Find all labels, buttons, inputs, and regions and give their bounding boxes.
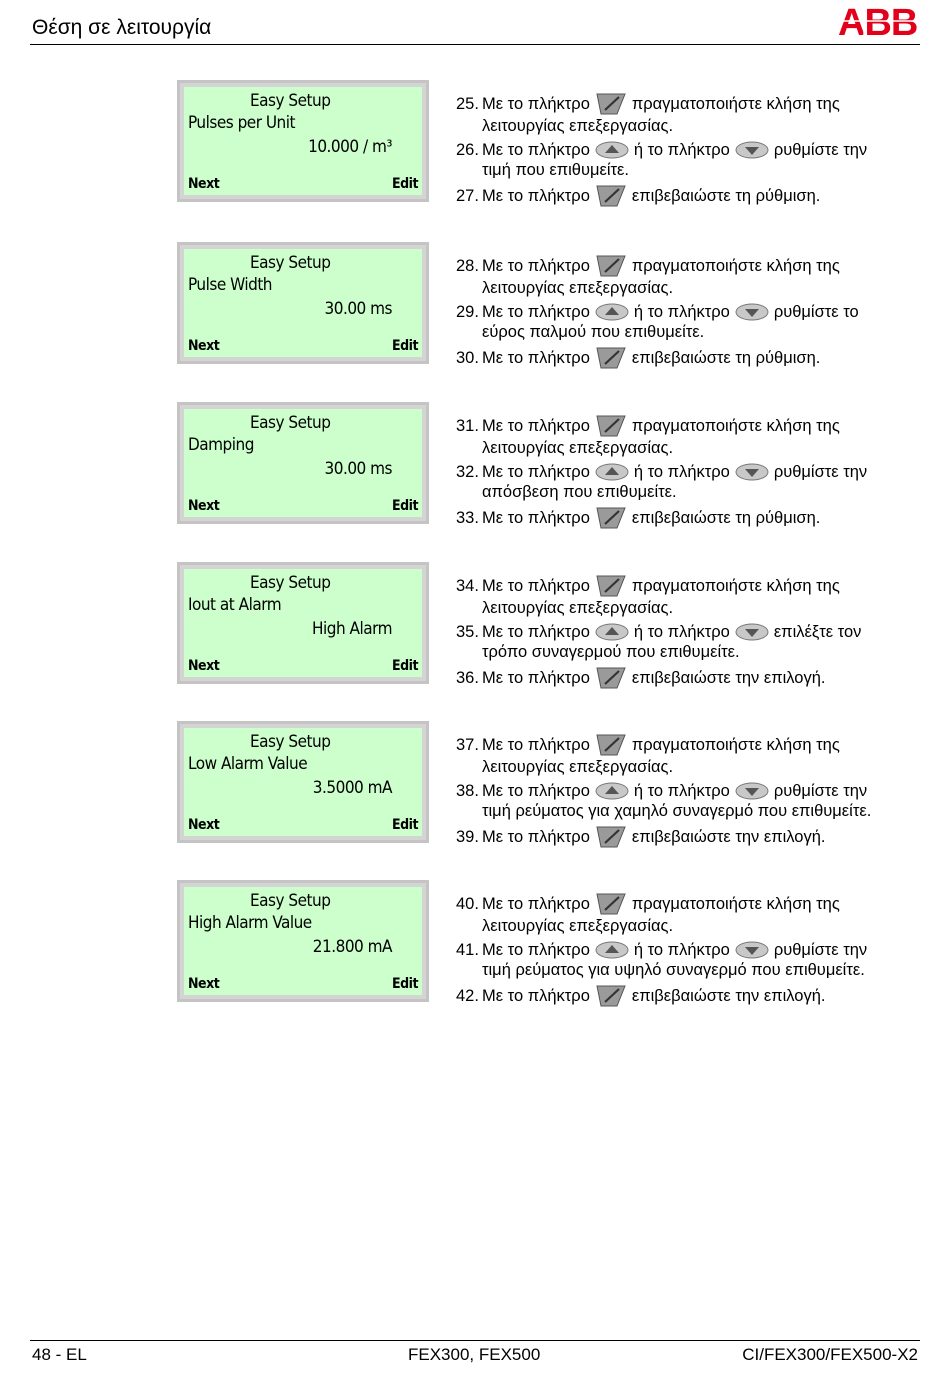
footer-doc-id: CI/FEX300/FEX500-X2 xyxy=(742,1345,918,1364)
step-text: ρυθμίστε την xyxy=(773,463,868,481)
down-arrow-key-icon xyxy=(735,941,769,959)
lcd-param: Low Alarm Value xyxy=(188,754,308,774)
step-item xyxy=(456,892,926,936)
up-arrow-key-icon xyxy=(595,303,629,321)
up-arrow-key-icon xyxy=(595,141,629,159)
step-line xyxy=(456,666,926,690)
step-text: πραγματοποιήστε κλήση της xyxy=(631,95,840,113)
step-text: Με το πλήκτρο xyxy=(482,95,590,113)
step-number: 33. xyxy=(456,509,479,527)
lcd-display xyxy=(177,721,429,843)
step-text: Με το πλήκτρο xyxy=(482,417,590,435)
lcd-display xyxy=(177,242,429,364)
lcd-softkey-edit: Edit xyxy=(392,817,418,833)
instruction-steps xyxy=(456,574,926,694)
step-text: ή το πλήκτρο xyxy=(633,303,730,321)
step-text: Με το πλήκτρο xyxy=(482,669,590,687)
step-text: Με το πλήκτρο xyxy=(482,141,590,159)
enter-key-icon xyxy=(595,733,627,757)
step-line xyxy=(456,462,926,482)
step-text: Με το πλήκτρο xyxy=(482,257,590,275)
step-item xyxy=(456,984,926,1008)
setup-section xyxy=(0,721,950,851)
step-continuation: τιμή ρεύματος για υψηλό συναγερμό που επιθυμείτε. xyxy=(482,961,865,979)
lcd-display xyxy=(177,880,429,1002)
step-text: επιβεβαιώστε τη ρύθμιση. xyxy=(631,349,821,367)
step-continuation: τιμή που επιθυμείτε. xyxy=(482,161,629,179)
step-text: Με το πλήκτρο xyxy=(482,187,590,205)
instruction-steps xyxy=(456,92,926,212)
step-text: ή το πλήκτρο xyxy=(633,941,730,959)
step-item xyxy=(456,140,926,180)
step-line xyxy=(456,506,926,530)
lcd-value: 10.000 / m³ xyxy=(308,137,392,157)
step-continuation: εύρος παλμού που επιθυμείτε. xyxy=(482,323,705,341)
abb-logo xyxy=(836,2,920,40)
step-line xyxy=(456,733,926,757)
lcd-softkey-edit: Edit xyxy=(392,176,418,192)
step-continuation: λειτουργίας επεξεργασίας. xyxy=(482,758,674,776)
step-item xyxy=(456,414,926,458)
step-number: 38. xyxy=(456,782,479,800)
enter-key-icon xyxy=(595,92,627,116)
step-continuation: λειτουργίας επεξεργασίας. xyxy=(482,279,674,297)
step-line xyxy=(456,781,926,801)
step-item xyxy=(456,302,926,342)
step-number: 36. xyxy=(456,669,479,687)
step-item xyxy=(456,254,926,298)
lcd-screen xyxy=(184,569,422,677)
down-arrow-key-icon xyxy=(735,782,769,800)
setup-section xyxy=(0,402,950,532)
lcd-softkey-edit: Edit xyxy=(392,976,418,992)
lcd-title: Easy Setup xyxy=(250,573,331,593)
step-text: επιβεβαιώστε τη ρύθμιση. xyxy=(631,509,821,527)
step-number: 40. xyxy=(456,895,479,913)
step-text: ρυθμίστε την xyxy=(773,782,868,800)
page-title: Θέση σε λειτουργία xyxy=(32,16,212,39)
footer-product: FEX300, FEX500 xyxy=(408,1345,541,1364)
enter-key-icon xyxy=(595,984,627,1008)
step-item xyxy=(456,574,926,618)
lcd-value: 21.800 mA xyxy=(312,937,392,957)
up-arrow-key-icon xyxy=(595,782,629,800)
step-number: 27. xyxy=(456,187,479,205)
instruction-steps xyxy=(456,892,926,1012)
step-number: 31. xyxy=(456,417,479,435)
enter-key-icon xyxy=(595,254,627,278)
step-text: Με το πλήκτρο xyxy=(482,463,590,481)
step-continuation: λειτουργίας επεξεργασίας. xyxy=(482,117,674,135)
step-text: ρυθμίστε το xyxy=(773,303,859,321)
lcd-param: Iout at Alarm xyxy=(188,595,282,615)
lcd-display xyxy=(177,402,429,524)
step-line xyxy=(456,184,926,208)
lcd-title: Easy Setup xyxy=(250,413,331,433)
step-item xyxy=(456,622,926,662)
step-item xyxy=(456,940,926,980)
lcd-softkey-next: Next xyxy=(188,338,220,354)
step-number: 34. xyxy=(456,577,479,595)
lcd-screen xyxy=(184,87,422,195)
up-arrow-key-icon xyxy=(595,941,629,959)
step-text: Με το πλήκτρο xyxy=(482,623,590,641)
step-continuation: λειτουργίας επεξεργασίας. xyxy=(482,439,674,457)
setup-section xyxy=(0,562,950,692)
step-text: πραγματοποιήστε κλήση της xyxy=(631,736,840,754)
down-arrow-key-icon xyxy=(735,623,769,641)
lcd-value: 3.5000 mA xyxy=(312,778,392,798)
step-continuation: λειτουργίας επεξεργασίας. xyxy=(482,599,674,617)
step-number: 29. xyxy=(456,303,479,321)
lcd-title: Easy Setup xyxy=(250,91,331,111)
step-text: επιβεβαιώστε την επιλογή. xyxy=(631,828,826,846)
step-line xyxy=(456,825,926,849)
up-arrow-key-icon xyxy=(595,623,629,641)
step-line xyxy=(456,346,926,370)
lcd-screen xyxy=(184,249,422,357)
step-line xyxy=(456,622,926,642)
step-number: 41. xyxy=(456,941,479,959)
lcd-softkey-next: Next xyxy=(188,498,220,514)
lcd-softkey-next: Next xyxy=(188,658,220,674)
instruction-steps xyxy=(456,254,926,374)
step-number: 28. xyxy=(456,257,479,275)
footer-page-number: 48 - EL xyxy=(32,1345,87,1364)
enter-key-icon xyxy=(595,825,627,849)
step-text: ή το πλήκτρο xyxy=(633,141,730,159)
step-number: 32. xyxy=(456,463,479,481)
lcd-title: Easy Setup xyxy=(250,732,331,752)
step-number: 30. xyxy=(456,349,479,367)
step-text: πραγματοποιήστε κλήση της xyxy=(631,257,840,275)
down-arrow-key-icon xyxy=(735,463,769,481)
lcd-softkey-next: Next xyxy=(188,176,220,192)
step-text: επιβεβαιώστε την επιλογή. xyxy=(631,987,826,1005)
step-line xyxy=(456,302,926,322)
step-line xyxy=(456,92,926,116)
enter-key-icon xyxy=(595,184,627,208)
step-text: Με το πλήκτρο xyxy=(482,509,590,527)
step-text: επιλέξτε τον xyxy=(773,623,862,641)
lcd-screen xyxy=(184,409,422,517)
step-text: Με το πλήκτρο xyxy=(482,577,590,595)
step-item xyxy=(456,506,926,530)
instruction-steps xyxy=(456,414,926,534)
step-item xyxy=(456,825,926,849)
step-item xyxy=(456,666,926,690)
step-text: επιβεβαιώστε την επιλογή. xyxy=(631,669,826,687)
lcd-param: Damping xyxy=(188,435,254,455)
lcd-softkey-edit: Edit xyxy=(392,338,418,354)
step-text: Με το πλήκτρο xyxy=(482,303,590,321)
step-line xyxy=(456,414,926,438)
instruction-steps xyxy=(456,733,926,853)
step-text: επιβεβαιώστε τη ρύθμιση. xyxy=(631,187,821,205)
setup-section xyxy=(0,242,950,372)
step-text: Με το πλήκτρο xyxy=(482,828,590,846)
enter-key-icon xyxy=(595,574,627,598)
step-item xyxy=(456,346,926,370)
lcd-softkey-next: Next xyxy=(188,817,220,833)
step-number: 42. xyxy=(456,987,479,1005)
lcd-title: Easy Setup xyxy=(250,253,331,273)
down-arrow-key-icon xyxy=(735,303,769,321)
step-continuation: τιμή ρεύματος για χαμηλό συναγερμό που επιθυμείτε. xyxy=(482,802,872,820)
step-line xyxy=(456,140,926,160)
setup-section xyxy=(0,880,950,1010)
lcd-value: 30.00 ms xyxy=(324,459,392,479)
enter-key-icon xyxy=(595,414,627,438)
step-text: πραγματοποιήστε κλήση της xyxy=(631,417,840,435)
step-number: 37. xyxy=(456,736,479,754)
header-rule xyxy=(30,44,920,45)
enter-key-icon xyxy=(595,506,627,530)
lcd-softkey-edit: Edit xyxy=(392,498,418,514)
lcd-value: High Alarm xyxy=(312,619,392,639)
step-text: ή το πλήκτρο xyxy=(633,623,730,641)
step-text: ή το πλήκτρο xyxy=(633,463,730,481)
step-line xyxy=(456,574,926,598)
lcd-param: Pulses per Unit xyxy=(188,113,295,133)
svg-text:ABB: ABB xyxy=(838,2,918,40)
lcd-display xyxy=(177,80,429,202)
step-item xyxy=(456,781,926,821)
step-text: Με το πλήκτρο xyxy=(482,987,590,1005)
step-number: 25. xyxy=(456,95,479,113)
step-item xyxy=(456,462,926,502)
step-line xyxy=(456,254,926,278)
step-text: Με το πλήκτρο xyxy=(482,349,590,367)
step-number: 35. xyxy=(456,623,479,641)
step-number: 26. xyxy=(456,141,479,159)
step-line xyxy=(456,984,926,1008)
step-text: Με το πλήκτρο xyxy=(482,941,590,959)
step-continuation: λειτουργίας επεξεργασίας. xyxy=(482,917,674,935)
step-text: ή το πλήκτρο xyxy=(633,782,730,800)
step-text: Με το πλήκτρο xyxy=(482,782,590,800)
step-number: 39. xyxy=(456,828,479,846)
lcd-display xyxy=(177,562,429,684)
step-item xyxy=(456,92,926,136)
lcd-title: Easy Setup xyxy=(250,891,331,911)
step-text: πραγματοποιήστε κλήση της xyxy=(631,577,840,595)
lcd-param: Pulse Width xyxy=(188,275,273,295)
step-continuation: απόσβεση που επιθυμείτε. xyxy=(482,483,677,501)
up-arrow-key-icon xyxy=(595,463,629,481)
lcd-screen xyxy=(184,887,422,995)
step-text: Με το πλήκτρο xyxy=(482,895,590,913)
step-text: ρυθμίστε την xyxy=(773,941,868,959)
footer-rule xyxy=(30,1340,920,1341)
down-arrow-key-icon xyxy=(735,141,769,159)
lcd-screen xyxy=(184,728,422,836)
enter-key-icon xyxy=(595,666,627,690)
step-line xyxy=(456,940,926,960)
step-item xyxy=(456,733,926,777)
step-text: πραγματοποιήστε κλήση της xyxy=(631,895,840,913)
step-continuation: τρόπο συναγερμού που επιθυμείτε. xyxy=(482,643,740,661)
step-text: Με το πλήκτρο xyxy=(482,736,590,754)
lcd-softkey-next: Next xyxy=(188,976,220,992)
enter-key-icon xyxy=(595,892,627,916)
enter-key-icon xyxy=(595,346,627,370)
lcd-softkey-edit: Edit xyxy=(392,658,418,674)
setup-section xyxy=(0,80,950,210)
lcd-value: 30.00 ms xyxy=(324,299,392,319)
step-line xyxy=(456,892,926,916)
step-item xyxy=(456,184,926,208)
step-text: ρυθμίστε την xyxy=(773,141,868,159)
lcd-param: High Alarm Value xyxy=(188,913,312,933)
